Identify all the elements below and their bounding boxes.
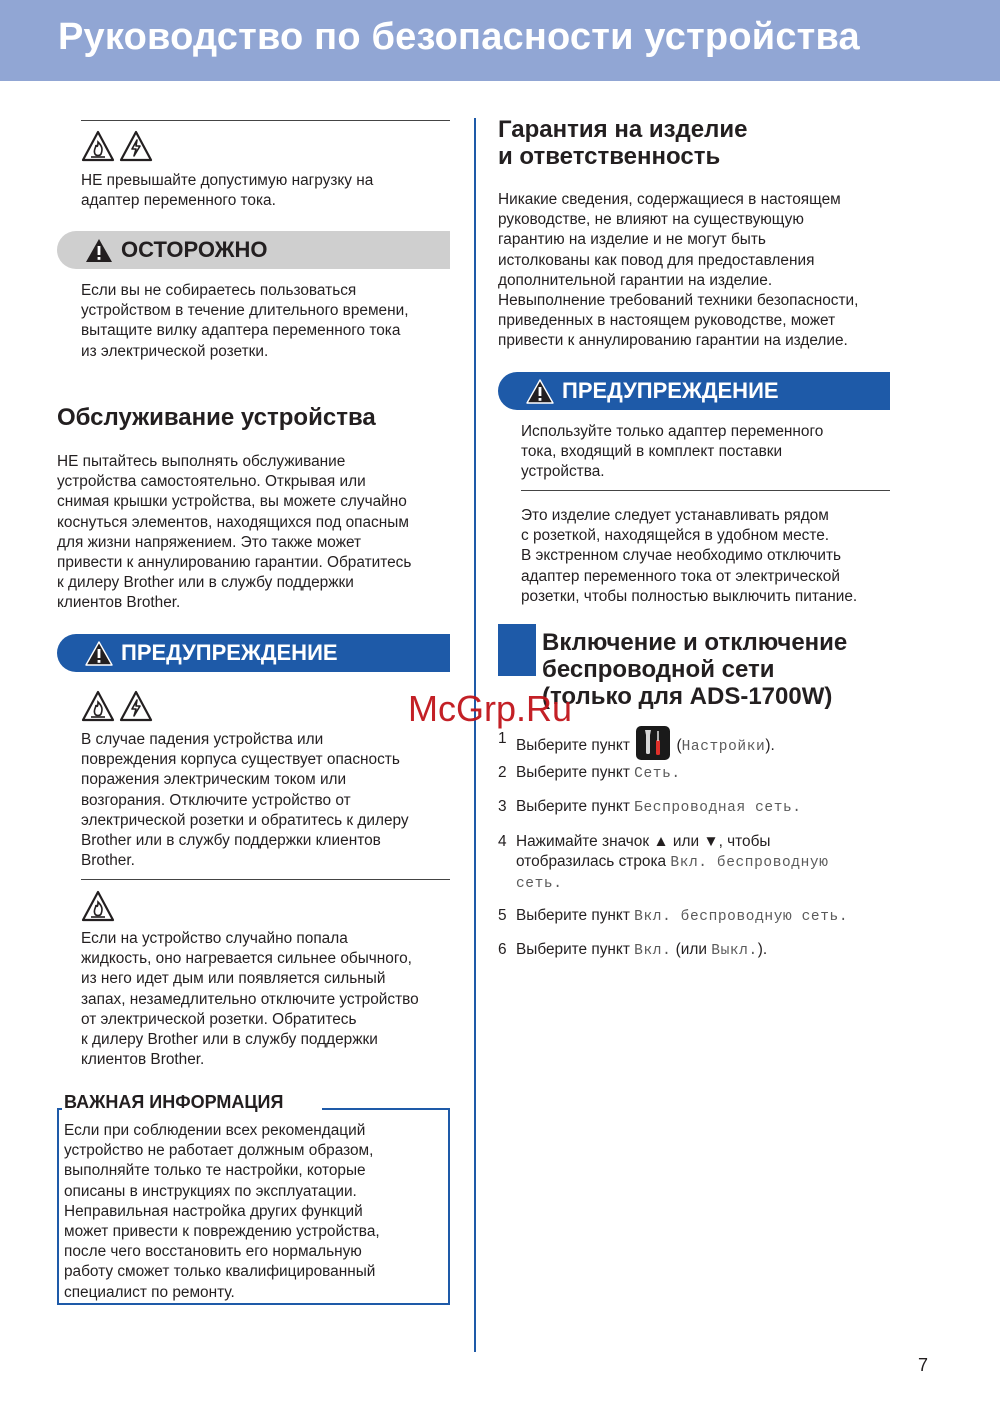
warning-triangle-icon [85, 238, 113, 263]
text-line: Невыполнение требований техники безопасности, [498, 292, 859, 310]
step-text: . [671, 766, 681, 782]
important-box-top-line [57, 1108, 62, 1110]
warning-banner-left [57, 634, 450, 672]
text-line: Это изделие следует устанавливать рядом [521, 507, 829, 524]
text-line: Используйте только адаптер переменного [521, 423, 824, 440]
step-text: отобразилась строка [516, 853, 667, 870]
hazard-icons [81, 130, 153, 162]
heading-line: беспроводной сети [542, 656, 775, 683]
adapter-load-text [81, 171, 373, 211]
adapter-warning-text [521, 422, 823, 483]
text-line: Если при соблюдении всех рекомендаций [64, 1122, 366, 1139]
text-line: привести к аннулированию гарантии на изделие. [498, 332, 848, 350]
step-number: 3 [498, 798, 507, 815]
step-menu-item: Сеть [634, 766, 672, 782]
warning-triangle-icon [526, 379, 554, 404]
step-menu-item: Вкл. беспроводную сеть [634, 909, 839, 925]
hazard-icons [81, 890, 115, 922]
step-2 [498, 763, 681, 784]
text-line: Если на устройство случайно попала [81, 930, 348, 947]
step-text: Выберите пункт [516, 907, 630, 924]
heading-line: (только для ADS-1700W) [542, 683, 833, 710]
electric-shock-icon [119, 690, 153, 722]
step-text: Выберите пункт [516, 737, 630, 755]
step-number: 1 [498, 730, 507, 747]
text-line: после чего восстановить его нормальную [64, 1243, 362, 1261]
page-title: Руководство по безопасности устройства [58, 16, 860, 58]
text-line: тока, входящий в комплект поставки [521, 443, 783, 461]
text-line: адаптер переменного тока от электрической [521, 567, 840, 585]
text-line: привести к аннулированию гарантии. Обратитесь [57, 554, 412, 572]
step-menu-item: Вкл. [634, 943, 672, 959]
text-line: повреждения корпуса существует опасность [81, 751, 400, 769]
separator-line [81, 879, 450, 880]
text-line: Brother или в службу поддержки клиентов [81, 832, 381, 850]
step-number: 4 [498, 833, 507, 850]
text-line: В экстренном случае необходимо отключить [521, 547, 842, 565]
caution-banner [57, 231, 450, 269]
important-info-title: ВАЖНАЯ ИНФОРМАЦИЯ [64, 1092, 284, 1112]
text-line: снимая крышки устройства, вы можете случайно [57, 493, 407, 511]
text-line: Brother. [81, 852, 135, 870]
text-line: специалист по ремонту. [64, 1283, 235, 1301]
step-text: ). [757, 941, 768, 958]
step-text: Выберите пункт [516, 798, 630, 815]
warning-label: ПРЕДУПРЕЖДЕНИЕ [562, 378, 779, 403]
warranty-heading [498, 116, 747, 170]
step-text: Нажимайте значок ▲ или ▼, чтобы [516, 833, 771, 850]
warning-triangle-icon [85, 641, 113, 666]
text-line: может привести к повреждению устройства, [64, 1223, 380, 1241]
heading-line: Гарантия на изделие [498, 116, 748, 143]
step-menu-item: Вкл. беспроводную [670, 855, 829, 871]
text-line: НЕ пытайтесь выполнять обслуживание [57, 453, 346, 470]
text-line: для жизни напряжением. Это также может [57, 533, 362, 551]
step-number: 2 [498, 764, 507, 781]
text-line: к дилеру Brother или в службу поддержки [81, 1031, 378, 1049]
step-menu-item: Беспроводная сеть [634, 800, 793, 816]
step-5 [498, 906, 848, 927]
text-line: работу сможет только квалифицированный [64, 1263, 376, 1281]
text-line: клиентов Brother. [81, 1051, 205, 1069]
electric-shock-icon [119, 130, 153, 162]
watermark: McGrp.Ru [408, 688, 573, 729]
text-line: НЕ превышайте допустимую нагрузку на [81, 172, 374, 189]
text-line: вытащите вилку адаптера переменного тока [81, 322, 401, 340]
text-line: руководстве, не влияют на существующую [498, 211, 804, 229]
page-number: 7 [918, 1355, 929, 1375]
hazard-icons [81, 690, 153, 722]
text-line: гарантию на изделие и не могут быть [498, 231, 766, 249]
step-text: ( [676, 737, 682, 755]
maintenance-heading [57, 404, 376, 431]
text-line: коснуться элементов, находящихся под опасным [57, 513, 409, 531]
liquid-warning-text [81, 929, 419, 1070]
text-line: клиентов Brother. [57, 594, 181, 612]
text-line: описаны в инструкциях по эксплуатации. [64, 1182, 357, 1200]
installation-text [521, 506, 857, 607]
text-line: приведенных в настоящем руководстве, может [498, 312, 836, 330]
text-line: устройством в течение длительного времени, [81, 302, 409, 320]
text-line: В случае падения устройства или [81, 731, 324, 748]
text-line: поражения электрическим током или [81, 771, 347, 789]
text-line: от электрической розетки. Обратитесь [81, 1010, 357, 1028]
text-line: устройства самостоятельно. Открывая или [57, 473, 366, 491]
text-line: устройство не работает должным образом, [64, 1142, 374, 1160]
step-menu-item: сеть [516, 876, 554, 892]
wireless-heading [542, 629, 847, 710]
step-text: . [553, 876, 563, 892]
caution-label: ОСТОРОЖНО [121, 237, 268, 262]
text-line: возгорания. Отключите устройство от [81, 791, 351, 809]
step-4-line-3 [516, 873, 563, 894]
heading-line: Обслуживание устройства [57, 404, 376, 431]
separator-line [521, 490, 890, 491]
text-line: из электрической розетки. [81, 342, 269, 360]
warning-label: ПРЕДУПРЕЖДЕНИЕ [121, 640, 338, 665]
text-line: дополнительной гарантии на изделие. [498, 271, 773, 289]
wrench-screwdriver-icon [636, 726, 670, 760]
text-line: Никакие сведения, содержащиеся в настоящем [498, 191, 841, 208]
step-4 [498, 832, 770, 852]
text-line: выполняйте только те настройки, которые [64, 1162, 366, 1180]
text-line: электрической розетки и обратитесь к дилеру [81, 811, 409, 829]
page-header [0, 0, 1000, 81]
step-text: . [792, 800, 802, 816]
text-line: Неправильная настройка других функций [64, 1202, 363, 1220]
step-text: Выберите пункт [516, 764, 630, 781]
step-text: . [838, 909, 849, 925]
step-number: 5 [498, 907, 507, 924]
text-line: розетки, чтобы полностью выключить питание. [521, 587, 858, 605]
text-line: жидкость, оно нагревается сильнее обычного, [81, 950, 412, 968]
text-line: запах, незамедлительно отключите устройство [81, 990, 419, 1008]
text-line: Если вы не собираетесь пользоваться [81, 282, 357, 299]
step-3 [498, 797, 802, 818]
step-menu-item: Настройки [681, 739, 766, 756]
heading-line: и ответственность [498, 143, 721, 170]
column-divider [474, 118, 476, 1352]
text-line: с розеткой, находящейся в удобном месте. [521, 527, 830, 545]
maintenance-text [57, 452, 411, 614]
step-6 [498, 940, 767, 961]
text-line: истолкованы как повод для предоставления [498, 251, 815, 269]
text-line: устройства. [521, 463, 605, 481]
step-text: (или [675, 941, 707, 958]
heading-line: Включение и отключение [542, 629, 848, 656]
separator-line [81, 120, 450, 121]
warranty-text [498, 190, 858, 352]
step-text: ). [765, 737, 775, 755]
step-1 [498, 729, 775, 763]
fire-hazard-icon [81, 690, 115, 722]
step-text: Выберите пункт [516, 941, 630, 958]
step-number: 6 [498, 941, 507, 958]
section-marker-bar [498, 624, 536, 676]
settings-tools-icon [636, 726, 670, 760]
warning-banner-right [498, 372, 890, 410]
text-line: из него идет дым или появляется сильный [81, 970, 386, 988]
fire-hazard-icon [81, 130, 115, 162]
caution-text [81, 281, 409, 362]
step-4-line-2 [516, 852, 829, 873]
damage-warning-text [81, 730, 409, 871]
step-menu-item: Выкл. [711, 943, 758, 959]
text-line: к дилеру Brother или в службу поддержки [57, 574, 354, 592]
important-info-text [64, 1121, 380, 1303]
fire-hazard-icon [81, 890, 115, 922]
text-line: адаптер переменного тока. [81, 192, 276, 210]
